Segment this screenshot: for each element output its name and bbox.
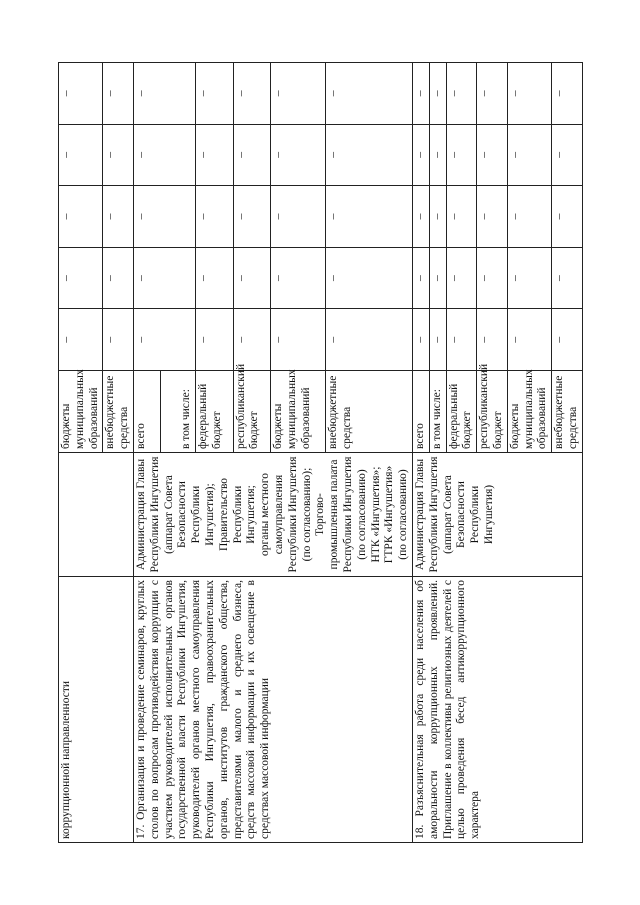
value-cell: – bbox=[59, 124, 103, 186]
executor-line: Администрация Главы Республики Ингушетия bbox=[413, 456, 440, 573]
funding-source: всего bbox=[412, 371, 429, 453]
value-cell: – bbox=[412, 124, 429, 186]
measure-description: 18. Разъяснительная работа среди населения об аморальности коррупционных проявлений. Приглашение в коллективы религиозных деятелей с целью проведения бесед антикоррупционного характера bbox=[412, 577, 582, 843]
value-cell: – bbox=[446, 309, 477, 371]
value-cell: – bbox=[429, 63, 446, 125]
value-cell: – bbox=[103, 247, 134, 309]
funding-source: внебюджетные средства bbox=[326, 371, 413, 453]
value-cell: – bbox=[103, 309, 134, 371]
value-cell: – bbox=[103, 124, 134, 186]
table-row bbox=[59, 63, 103, 843]
value-cell: – bbox=[133, 124, 195, 186]
executor-line: НТК «Ингушетия»; bbox=[369, 466, 382, 563]
executor-line: (аппарат Совета Безопасности bbox=[441, 475, 468, 554]
value-cell: – bbox=[271, 186, 326, 248]
table-row bbox=[412, 63, 429, 843]
value-cell: – bbox=[195, 124, 233, 186]
value-cell: – bbox=[271, 309, 326, 371]
funding-source: в том числе: bbox=[161, 371, 196, 453]
value-cell: – bbox=[195, 309, 233, 371]
value-cell: – bbox=[429, 186, 446, 248]
executor-line: (аппарат Совета Безопасности bbox=[162, 475, 189, 554]
value-cell: – bbox=[59, 63, 103, 125]
value-cell: – bbox=[326, 63, 413, 125]
value-cell: – bbox=[233, 124, 271, 186]
value-cell: – bbox=[507, 124, 551, 186]
value-cell: – bbox=[429, 247, 446, 309]
executor-cell bbox=[412, 453, 582, 577]
value-cell: – bbox=[133, 247, 195, 309]
value-cell: – bbox=[429, 309, 446, 371]
funding-source: всего bbox=[133, 371, 160, 453]
value-cell: – bbox=[507, 309, 551, 371]
value-cell: – bbox=[59, 186, 103, 248]
funding-source: внебюджетные средства bbox=[103, 371, 134, 453]
executor-line: Республики Ингушетия; bbox=[231, 485, 258, 544]
value-cell: – bbox=[133, 63, 195, 125]
funding-source: федеральный бюджет bbox=[446, 371, 477, 453]
value-cell: – bbox=[477, 247, 508, 309]
value-cell: – bbox=[507, 63, 551, 125]
value-cell: – bbox=[446, 186, 477, 248]
value-cell: – bbox=[552, 63, 583, 125]
value-cell: – bbox=[412, 309, 429, 371]
value-cell: – bbox=[412, 247, 429, 309]
value-cell: – bbox=[233, 63, 271, 125]
executor-line: Республики Ингушетия bbox=[286, 456, 299, 573]
value-cell: – bbox=[429, 124, 446, 186]
value-cell: – bbox=[552, 247, 583, 309]
value-cell: – bbox=[326, 186, 413, 248]
executor-line: Администрация Главы Республики Ингушетия bbox=[134, 456, 161, 573]
value-cell: – bbox=[233, 186, 271, 248]
value-cell: – bbox=[133, 186, 195, 248]
value-cell: – bbox=[233, 309, 271, 371]
executor-line: (по согласованию) bbox=[397, 469, 410, 560]
value-cell: – bbox=[412, 186, 429, 248]
value-cell: – bbox=[103, 63, 134, 125]
executor-line: Правительство bbox=[217, 477, 230, 552]
funding-source: в том числе: bbox=[429, 371, 446, 453]
funding-source: республиканский бюджет bbox=[233, 371, 271, 453]
funding-source: бюджеты муниципальных образований bbox=[59, 371, 103, 453]
value-cell: – bbox=[195, 186, 233, 248]
executor-line: органы местного самоуправления bbox=[259, 473, 285, 556]
value-cell: – bbox=[271, 124, 326, 186]
funding-source: внебюджетные средства bbox=[552, 371, 583, 453]
value-cell: – bbox=[507, 247, 551, 309]
executor-line: Торгово-промышленная палата Республики Ингушетия bbox=[314, 456, 354, 573]
value-cell: – bbox=[446, 124, 477, 186]
executor-cell bbox=[133, 453, 412, 577]
value-cell: – bbox=[552, 186, 583, 248]
value-cell: – bbox=[271, 63, 326, 125]
executor-line: (по согласованию) bbox=[355, 469, 368, 560]
executor-line: ГТРК «Ингушетия» bbox=[383, 465, 396, 564]
program-table bbox=[58, 62, 583, 843]
value-cell: – bbox=[195, 247, 233, 309]
value-cell: – bbox=[477, 309, 508, 371]
funding-source: федеральный бюджет bbox=[195, 371, 233, 453]
measure-description: коррупционной направленности bbox=[59, 577, 134, 843]
funding-source: бюджеты муниципальных образований bbox=[507, 371, 551, 453]
measure-description: 17. Организация и проведение семинаров, круглых столов по вопросам противодействия коррупции с участием руководителей исполнительных органов государственной власти Республики Ингушетия, руководителей органов местного самоуправления Республики Ингушетия, правоохранительных органов, институтов гражданского общества, представителями малого и среднего бизнеса, средств массовой информации и их освещение в средствах массовой информации bbox=[133, 577, 412, 843]
value-cell: – bbox=[233, 247, 271, 309]
executor-line: (по согласованию); bbox=[300, 467, 313, 562]
executor-cell bbox=[59, 453, 134, 577]
funding-source: бюджеты муниципальных образований bbox=[271, 371, 326, 453]
value-cell: – bbox=[195, 63, 233, 125]
value-cell: – bbox=[446, 63, 477, 125]
executor-line: Республики Ингушетия) bbox=[469, 484, 495, 545]
table-row bbox=[133, 63, 160, 843]
value-cell: – bbox=[552, 124, 583, 186]
value-cell: – bbox=[59, 309, 103, 371]
value-cell: – bbox=[133, 309, 195, 371]
value-cell: – bbox=[412, 63, 429, 125]
value-cell: – bbox=[477, 63, 508, 125]
executor-line: Республики Ингушетия); bbox=[190, 483, 216, 546]
value-cell: – bbox=[103, 186, 134, 248]
value-cell: – bbox=[59, 247, 103, 309]
value-cell: – bbox=[507, 186, 551, 248]
value-cell: – bbox=[271, 247, 326, 309]
value-cell: – bbox=[326, 309, 413, 371]
value-cell: – bbox=[477, 124, 508, 186]
value-cell: – bbox=[326, 124, 413, 186]
value-cell: – bbox=[446, 247, 477, 309]
value-cell: – bbox=[552, 309, 583, 371]
funding-source: республиканский бюджет bbox=[477, 371, 508, 453]
value-cell: – bbox=[477, 186, 508, 248]
value-cell: – bbox=[326, 247, 413, 309]
